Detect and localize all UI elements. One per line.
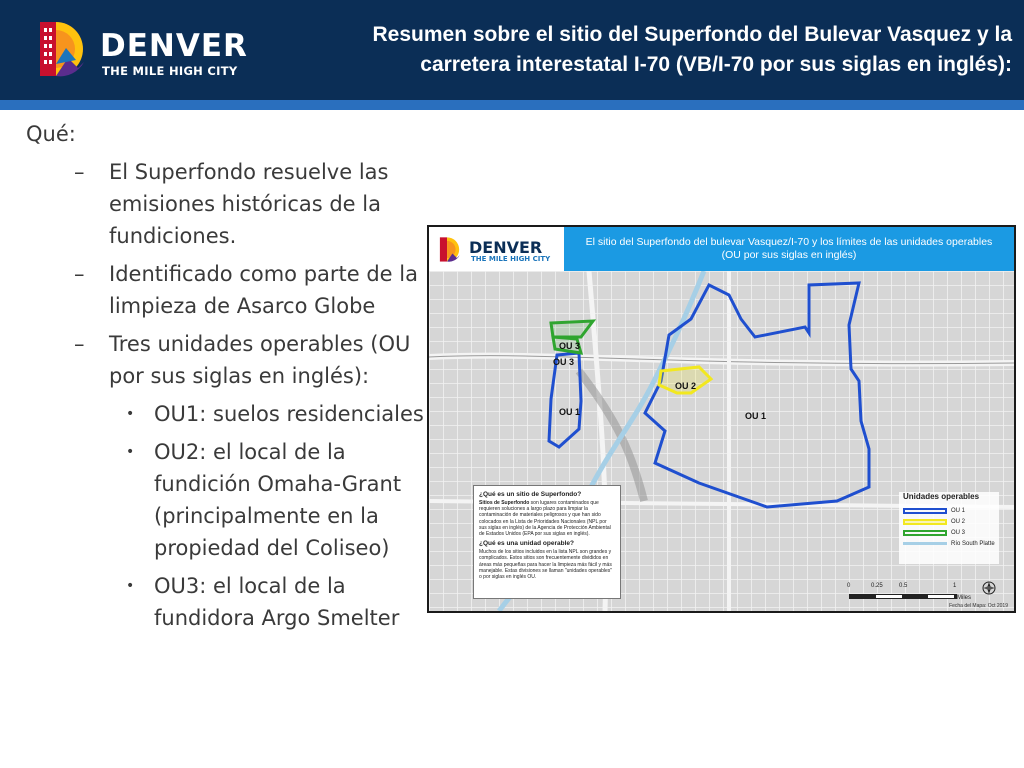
- dot-bullet: •: [126, 406, 135, 422]
- map-label-ou1-west: OU 1: [559, 407, 581, 417]
- scale-tick: 1: [953, 583, 957, 589]
- legend-item-ou3: [903, 527, 999, 538]
- legend-label: Río South Platte: [951, 540, 995, 547]
- info-paragraph-2: Muchos de los sitios incluidos en la lista NPL son grandes y complicados. Estos sitios son frecuentemente divididos en áreas más pequeñas para hacer la limpieza más fácil y más manejable. Estas divisiones se llaman "unidades operables" o por siglas en inglés OU.: [479, 549, 613, 581]
- info-question-2: ¿Qué es una unidad operable?: [479, 540, 574, 548]
- header-stripe: [0, 100, 1024, 110]
- slide-title: [242, 20, 1012, 80]
- map-logo-word: DENVER: [469, 238, 543, 257]
- map-info-box: [473, 485, 621, 599]
- legend-label: OU 1: [951, 507, 966, 514]
- sub-bullet-item: [26, 570, 426, 634]
- legend-swatch-river: [903, 542, 947, 545]
- dot-bullet: •: [126, 578, 135, 594]
- map-label-ou3-top: OU 3: [559, 341, 581, 351]
- info-paragraph-1-bold: Sitios de Superfondo: [479, 500, 530, 506]
- info-question-1: ¿Qué es un sitio de Superfondo?: [479, 491, 582, 498]
- legend-title: Unidades operables: [903, 492, 980, 501]
- bullet-item: [26, 328, 426, 392]
- sub-bullet-item: [26, 398, 426, 430]
- map-label-ou3-bottom: OU 3: [553, 357, 575, 367]
- sub-bullet-text: OU1: suelos residenciales: [154, 402, 424, 426]
- legend-label: OU 3: [951, 529, 966, 536]
- dash-bullet: –: [74, 332, 85, 356]
- section-heading: Qué:: [26, 122, 76, 146]
- map-label-ou1-east: OU 1: [745, 411, 767, 421]
- legend-swatch-ou3: [903, 530, 947, 536]
- info-paragraph-1-text: son lugares contaminados que requieren soluciones a largo plazo para limpiar la contaminación de materiales peligrosos y que han sido colocados en la Lista de Prioridades Nacionales (NPL por sus siglas en inglés) de la Agencia de Protección Ambiental de Estados Unidos (EPA por sus siglas en inglés).: [479, 500, 611, 538]
- legend-swatch-ou2: [903, 519, 947, 525]
- legend-item-river: [903, 538, 999, 549]
- bullet-content: [26, 122, 426, 640]
- map-logo-tagline: THE MILE HIGH CITY: [471, 255, 551, 263]
- logo-word: DENVER: [100, 28, 248, 64]
- dot-bullet: •: [126, 444, 135, 460]
- slide-title-line-2: carretera interestatal I-70 (VB/I-70 por sus siglas en inglés):: [420, 53, 1012, 76]
- sub-bullet-text: OU3: el local de la fundidora Argo Smelter: [154, 574, 400, 630]
- bullet-text: Identificado como parte de la limpieza de Asarco Globe: [109, 262, 418, 318]
- scale-tick: 0.25: [871, 583, 883, 589]
- map-denver-logo-icon: [439, 233, 465, 265]
- legend-item-ou2: [903, 516, 999, 527]
- dash-bullet: –: [74, 262, 85, 286]
- denver-logo: [38, 18, 258, 82]
- scale-bar-graphic: [849, 594, 957, 599]
- scale-tick: 0.5: [899, 583, 908, 589]
- scale-unit: Miles: [957, 595, 972, 601]
- map-label-ou2: OU 2: [675, 381, 697, 391]
- sub-bullet-item: [26, 436, 426, 564]
- north-arrow-icon: [982, 581, 996, 595]
- map-scale-bar: [845, 583, 985, 603]
- denver-logo-icon: [38, 18, 96, 78]
- map-legend: [899, 492, 999, 564]
- map-title-banner: [564, 227, 1014, 271]
- bullet-text: Tres unidades operables (OU por sus siglas en inglés):: [109, 332, 411, 388]
- bullet-item: [26, 156, 426, 252]
- slide-header: [0, 0, 1024, 100]
- logo-tagline: THE MILE HIGH CITY: [102, 64, 238, 78]
- superfund-map: [427, 225, 1016, 613]
- dash-bullet: –: [74, 160, 85, 184]
- slide-title-line-1: Resumen sobre el sitio del Superfondo del Bulevar Vasquez y la: [372, 23, 1012, 46]
- info-paragraph-1: [479, 500, 615, 537]
- legend-label: OU 2: [951, 518, 966, 525]
- bullet-text: El Superfondo resuelve las emisiones históricas de la fundiciones.: [109, 160, 389, 248]
- map-header: [429, 227, 1014, 271]
- scale-tick: 0: [847, 583, 851, 589]
- legend-item-ou1: [903, 505, 999, 516]
- sub-bullet-text: OU2: el local de la fundición Omaha-Grant (principalmente en la propiedad del Coliseo): [154, 440, 402, 560]
- bullet-item: [26, 258, 426, 322]
- legend-swatch-ou1: [903, 508, 947, 514]
- map-date: Fecha del Mapa: Oct 2019: [949, 603, 1008, 609]
- map-title-line-2: (OU por sus siglas en inglés): [721, 249, 857, 261]
- map-title-line-1: El sitio del Superfondo del bulevar Vasquez/I-70 y los límites de las unidades operables: [585, 236, 993, 248]
